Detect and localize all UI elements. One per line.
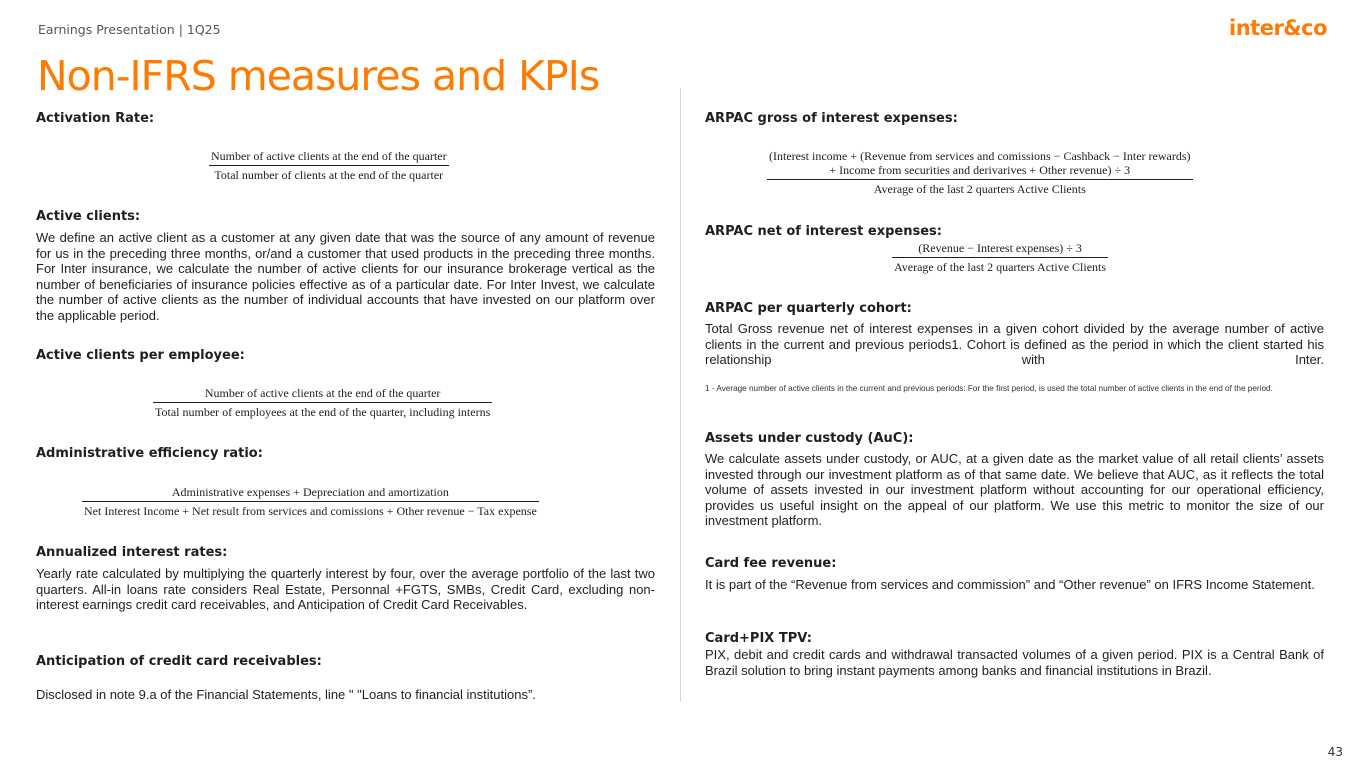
inter-co-logo: inter&co xyxy=(1229,16,1327,40)
active-clients-title: Active clients: xyxy=(36,209,141,224)
activation-rate-title: Activation Rate: xyxy=(36,111,155,126)
arpac-net-numerator: (Revenue − Interest expenses) ÷ 3 xyxy=(918,241,1082,255)
active-clients-per-employee-numerator: Number of active clients at the end of the quarter xyxy=(204,386,441,400)
card-pix-title: Card+PIX TPV: xyxy=(705,631,812,646)
arpac-cohort-footnote: 1 - Average number of active clients in the current and previous periods: For the first period, is used the total number of active clients in the end of the period. xyxy=(705,384,1273,393)
anticipation-text: Disclosed in note 9.a of the Financial Statements, line " "Loans to financial institutions”. xyxy=(36,687,536,702)
admin-efficiency-title: Administrative efficiency ratio: xyxy=(36,446,263,461)
admin-efficiency-denominator: Net Interest Income + Net result from services and comissions + Other revenue − Tax expense xyxy=(82,501,539,518)
arpac-gross-numerator-line1: (Interest income + (Revenue from services and comissions − Cashback − Inter rewards) xyxy=(769,149,1191,163)
active-clients-per-employee-title: Active clients per employee: xyxy=(36,348,245,363)
activation-rate-formula xyxy=(209,149,449,182)
arpac-net-title: ARPAC net of interest expenses: xyxy=(705,224,942,239)
page-title: Non-IFRS measures and KPIs xyxy=(37,52,600,100)
active-clients-text: We define an active client as a customer at any given date that was the source of any amount of revenue for us in the preceding three months, or/and a customer that used products in the preceding three months. For Inter insurance, we calculate the number of active clients for our insurance brokerage vertical as the number of beneficiaries of insurance policies effective as of a particular date. For Inter Invest, we calculate the number of active clients as the number of individual accounts that have invested on our platform over the applicable period. xyxy=(36,230,655,323)
arpac-cohort-text: Total Gross revenue net of interest expenses in a given cohort divided by the average number of active clients in the current and previous periods1. Cohort is defined as the period in which the client started his relationship with Inter. xyxy=(705,321,1324,368)
card-fee-text: It is part of the “Revenue from services and commission” and “Other revenue” on IFRS Income Statement. xyxy=(705,577,1315,592)
arpac-gross-numerator-line2: + Income from securities and derivarives + Other revenue) ÷ 3 xyxy=(829,163,1131,177)
activation-rate-numerator: Number of active clients at the end of the quarter xyxy=(211,149,447,163)
admin-efficiency-formula xyxy=(82,485,539,518)
active-clients-per-employee-denominator: Total number of employees at the end of the quarter, including interns xyxy=(153,402,492,419)
annualized-rates-title: Annualized interest rates: xyxy=(36,545,228,560)
auc-text: We calculate assets under custody, or AUC, at a given date as the market value of all retail clients’ assets invested through our investment platform as of that same date. We believe that AUC, as it reflects the total volume of assets invested in our investment platform without accounting for our operational efficiency, provides us useful insight on the appeal of our platform. We use this metric to monitor the size of our investment platform. xyxy=(705,451,1324,529)
arpac-gross-formula xyxy=(767,149,1193,196)
column-divider xyxy=(680,88,681,702)
anticipation-title: Anticipation of credit card receivables: xyxy=(36,654,322,669)
page-number: 43 xyxy=(1327,745,1343,759)
admin-efficiency-numerator: Administrative expenses + Depreciation and amortization xyxy=(171,485,449,499)
activation-rate-denominator: Total number of clients at the end of the quarter xyxy=(209,165,449,182)
annualized-rates-text: Yearly rate calculated by multiplying the quarterly interest by four, over the average portfolio of the last two quarters. All-in loans rate considers Real Estate, Personnal +FGTS, SMBs, Credit Card, excluding non-interest earnings credit card receivables, and Anticipation of Credit Card Receivables. xyxy=(36,566,655,613)
active-clients-per-employee-formula xyxy=(153,386,492,419)
arpac-net-denominator: Average of the last 2 quarters Active Clients xyxy=(892,257,1108,274)
auc-title: Assets under custody (AuC): xyxy=(705,431,914,446)
card-pix-text: PIX, debit and credit cards and withdrawal transacted volumes of a given period. PIX is a Central Bank of Brazil solution to bring instant payments among banks and financial institutions in Brazil. xyxy=(705,647,1324,678)
arpac-cohort-title: ARPAC per quarterly cohort: xyxy=(705,301,912,316)
arpac-net-formula xyxy=(892,241,1108,274)
header-subtitle: Earnings Presentation | 1Q25 xyxy=(38,22,221,37)
arpac-gross-title: ARPAC gross of interest expenses: xyxy=(705,111,958,126)
arpac-gross-denominator: Average of the last 2 quarters Active Clients xyxy=(767,179,1193,196)
card-fee-title: Card fee revenue: xyxy=(705,556,837,571)
